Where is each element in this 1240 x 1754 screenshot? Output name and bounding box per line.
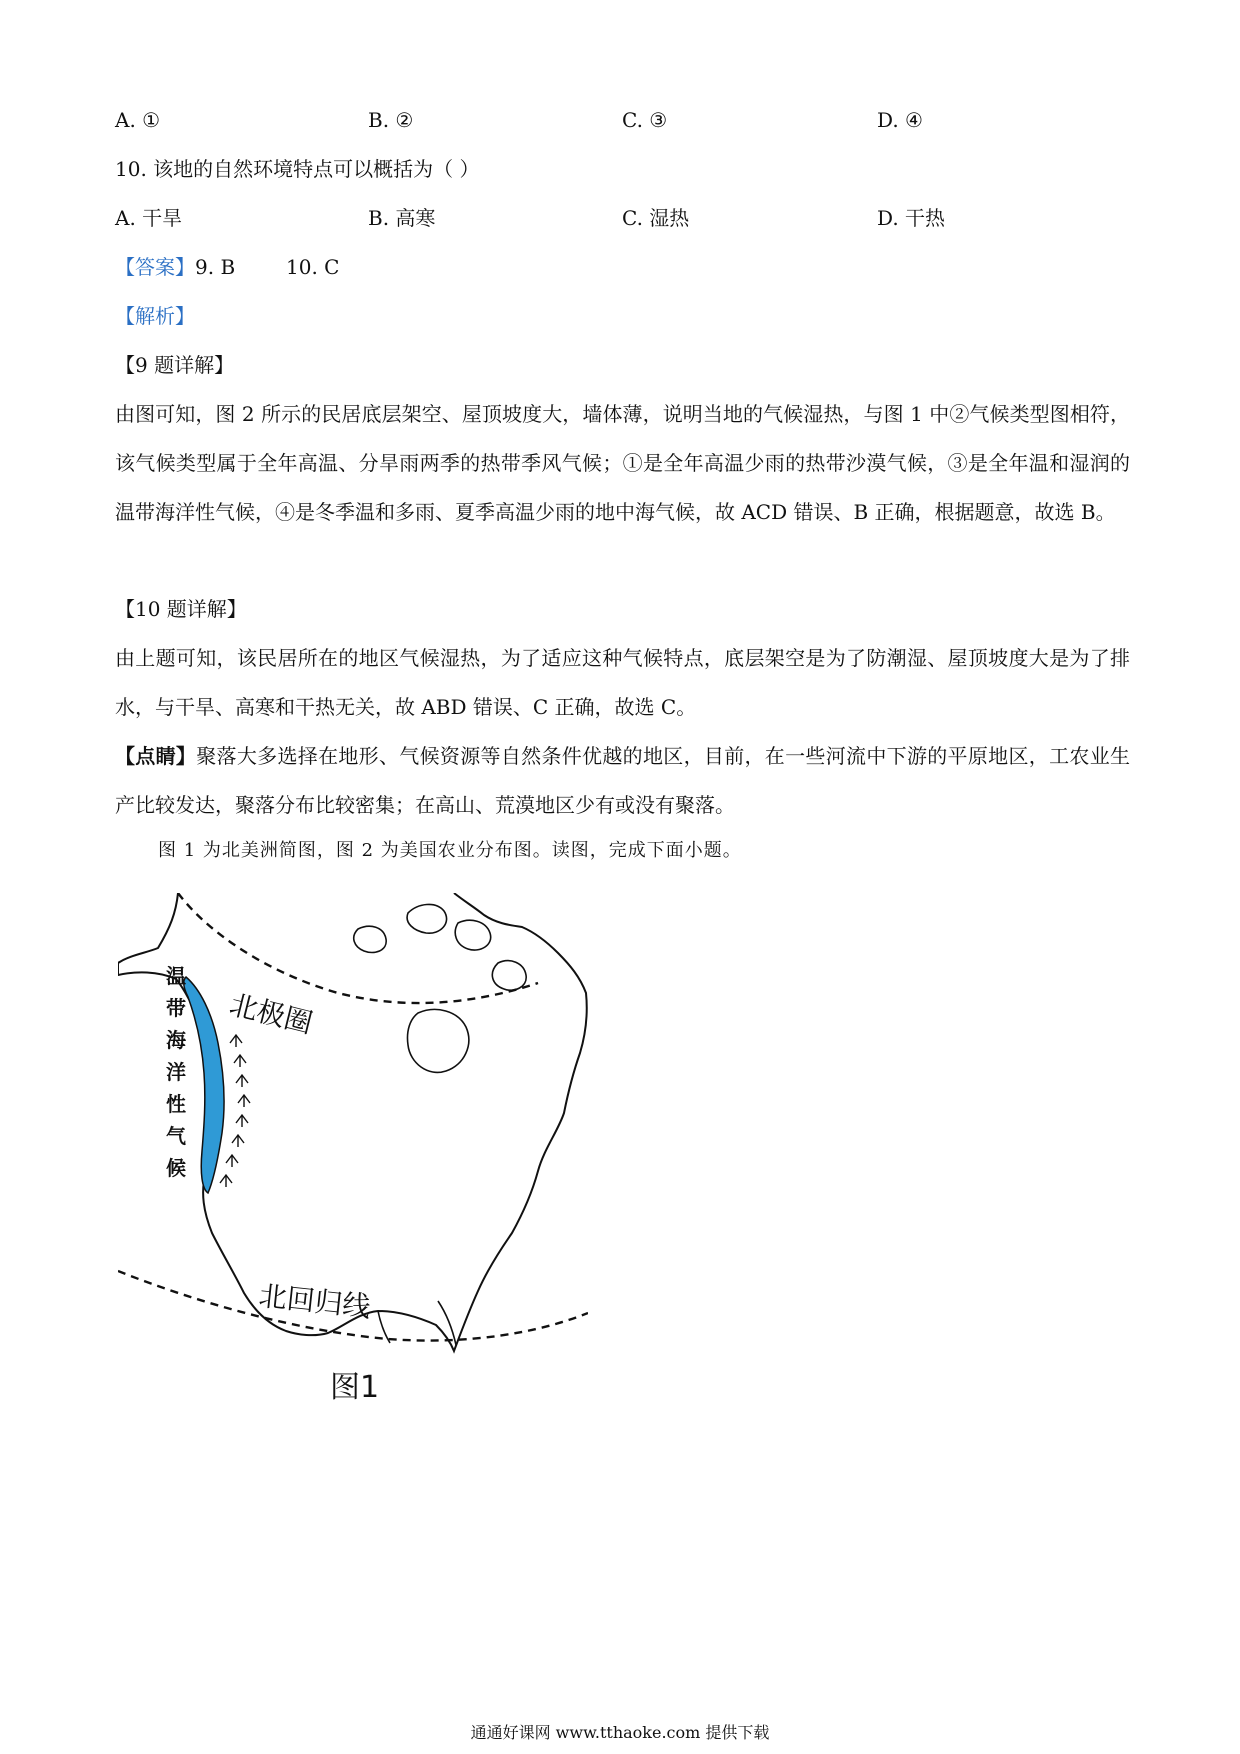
q10-option-a: A. 干旱 (115, 206, 183, 230)
q10-detail-body: 由上题可知，该民居所在的地区气候湿热，为了适应这种气候特点，底层架空是为了防潮湿、屋顶坡度大是为了排水，与干旱、高寒和干热无关，故 ABD 错误、C 正确，故选 C。 (115, 646, 1130, 719)
tip-body: 聚落大多选择在地形、气候资源等自然条件优越的地区，目前，在一些河流中下游的平原地区，工农业生产比较发达，聚落分布比较密集；在高山、荒漠地区少有或没有聚落。 (115, 744, 1131, 817)
q9-detail-body: 由图可知，图 2 所示的民居底层架空、屋顶坡度大，墙体薄，说明当地的气候湿热，与图 1 中②气候类型图相符，该气候类型属于全年高温、分旱雨两季的热带季风气候；①是全年高温少雨的热带沙漠气候，③是全年温和湿润的温带海洋性气候，④是冬季温和多雨、夏季高温少雨的地中海气候，故 ACD 错误、B 正确，根据题意，故选 B。 (115, 402, 1130, 524)
climate-label-char: 性 (166, 1092, 186, 1116)
climate-label-char: 海 (166, 1028, 186, 1052)
q9-option-c: C. ③ (622, 108, 668, 132)
answer-line (115, 253, 339, 281)
climate-label-char: 温 (166, 964, 186, 988)
q10-option-c: C. 湿热 (622, 206, 690, 230)
q10-option-b: B. 高寒 (368, 206, 436, 230)
figure-intro: 图 1 为北美洲简图，图 2 为美国农业分布图。读图，完成下面小题。 (158, 840, 742, 861)
q9-option-a: A. ① (115, 108, 161, 132)
answer-tag: 【答案】 (115, 255, 195, 279)
hudson-bay (407, 1009, 468, 1072)
q10-option-d: D. 干热 (877, 206, 946, 230)
q10-detail-heading: 【10 题详解】 (115, 597, 247, 621)
temperate-maritime-climate-band (184, 977, 224, 1193)
tip-paragraph (115, 732, 1130, 830)
q9-option-b: B. ② (368, 108, 414, 132)
climate-label (166, 964, 187, 1180)
page-footer: 通通好课网 www.tthaoke.com 提供下载 (470, 1723, 770, 1742)
q9-detail-heading: 【9 题详解】 (115, 353, 235, 377)
answer-text: 9. B 10. C (195, 255, 340, 279)
tip-tag: 【点睛】 (115, 744, 197, 768)
climate-label-char: 带 (166, 996, 186, 1020)
climate-label-char: 气 (166, 1124, 186, 1148)
tropic-of-cancer-label: 北回归线 (257, 1279, 373, 1324)
q9-option-d: D. ④ (877, 108, 923, 132)
figure-caption: 图1 (330, 1370, 380, 1405)
climate-label-char: 洋 (166, 1060, 186, 1084)
arctic-islands (354, 904, 526, 990)
arctic-circle-label: 北极圈 (226, 987, 316, 1041)
climate-label-char: 候 (166, 1156, 186, 1180)
north-america-map (118, 893, 588, 1433)
q10-stem: 10. 该地的自然环境特点可以概括为（ ） (115, 157, 480, 181)
analysis-tag: 【解析】 (115, 304, 195, 328)
